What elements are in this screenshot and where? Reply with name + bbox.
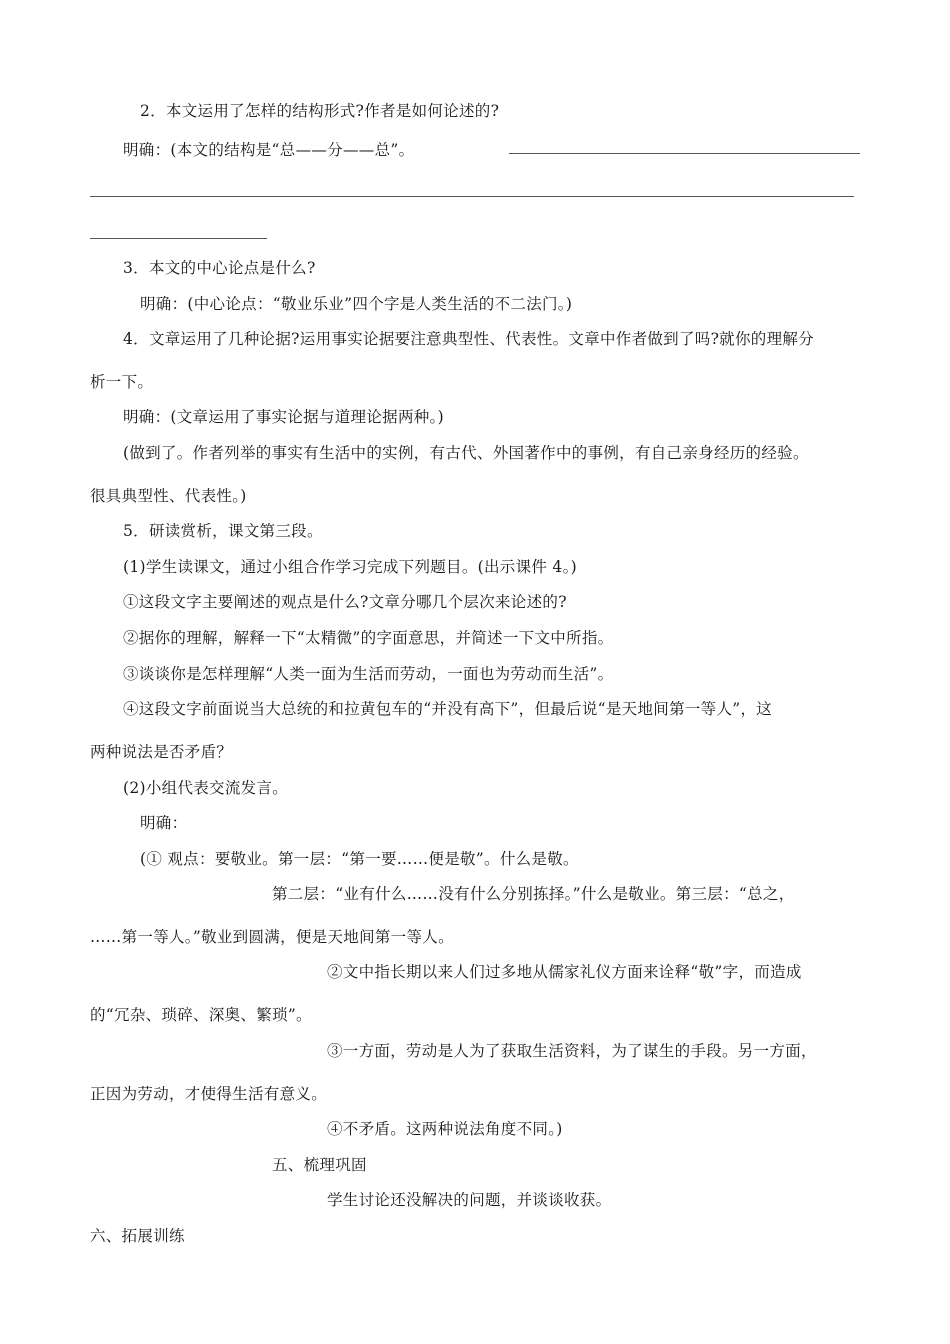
answer-5-1-layer2: 第二层：“业有什么……没有什么分别拣择。”什么是敬业。第三层：“总之， <box>272 885 795 903</box>
answer-5-1: (① 观点：要敬业。第一层：“第一要……便是敬”。什么是敬。 <box>140 850 579 868</box>
section-6-heading: 六、拓展训练 <box>90 1227 185 1245</box>
question-4-cont: 析一下。 <box>90 373 154 391</box>
answer-2: 明确：(本文的结构是“总——分——总”。 <box>123 141 415 159</box>
task-item-2: ②据你的理解，解释一下“太精微”的字面意思，并简述一下文中所指。 <box>123 629 614 647</box>
task-item-1: ①这段文字主要阐述的观点是什么?文章分哪几个层次来论述的? <box>123 593 567 611</box>
question-3: 3．本文的中心论点是什么? <box>123 259 316 277</box>
answer-4-detail-cont: 很具典型性、代表性。) <box>90 487 247 505</box>
section-5-text: 学生讨论还没解决的问题，并谈谈收获。 <box>327 1191 612 1209</box>
question-4: 4．文章运用了几种论据?运用事实论据要注意典型性、代表性。文章中作者做到了吗?就你的理解分 <box>123 330 814 348</box>
task-item-4: ④这段文字前面说当大总统的和拉黄包车的“并没有高下”，但最后说“是天地间第一等人”，这 <box>123 700 773 718</box>
answer-5-2: ②文中指长期以来人们过多地从儒家礼仪方面来诠释“敬”字，而造成 <box>327 963 802 981</box>
answer-3: 明确：(中心论点：“敬业乐业”四个字是人类生活的不二法门。) <box>140 295 573 313</box>
answer-5-3-cont: 正因为劳动，才使得生活有意义。 <box>90 1085 328 1103</box>
task-item-3: ③谈谈你是怎样理解“人类一面为生活而劳动，一面也为劳动而生活”。 <box>123 665 614 683</box>
task-5-2: (2)小组代表交流发言。 <box>123 779 289 797</box>
answer-5-3: ③一方面，劳动是人为了获取生活资料，为了谋生的手段。另一方面， <box>327 1042 817 1060</box>
answer-5-2-cont: 的“冗杂、琐碎、深奥、繁琐”。 <box>90 1006 312 1024</box>
answer-5-label: 明确： <box>140 814 188 832</box>
answer-5-4: ④不矛盾。这两种说法角度不同。) <box>327 1120 563 1138</box>
answer-4-detail: (做到了。作者列举的事实有生活中的实例，有古代、外国著作中的事例，有自己亲身经历的经验。 <box>123 444 809 462</box>
answer-blank-line <box>90 238 267 239</box>
answer-blank-line <box>90 196 854 197</box>
question-2: 2．本文运用了怎样的结构形式?作者是如何论述的? <box>140 102 500 120</box>
task-5-1: (1)学生读课文，通过小组合作学习完成下列题目。(出示课件 4。) <box>123 558 577 576</box>
answer-5-1-cont: ……第一等人。”敬业到圆满，便是天地间第一等人。 <box>90 928 454 946</box>
task-item-4-cont: 两种说法是否矛盾？ <box>90 743 233 761</box>
answer-4: 明确：(文章运用了事实论据与道理论据两种。) <box>123 408 444 426</box>
section-5-heading: 五、梳理巩固 <box>272 1156 367 1174</box>
answer-blank-line <box>509 153 860 154</box>
question-5: 5．研读赏析，课文第三段。 <box>123 522 323 540</box>
